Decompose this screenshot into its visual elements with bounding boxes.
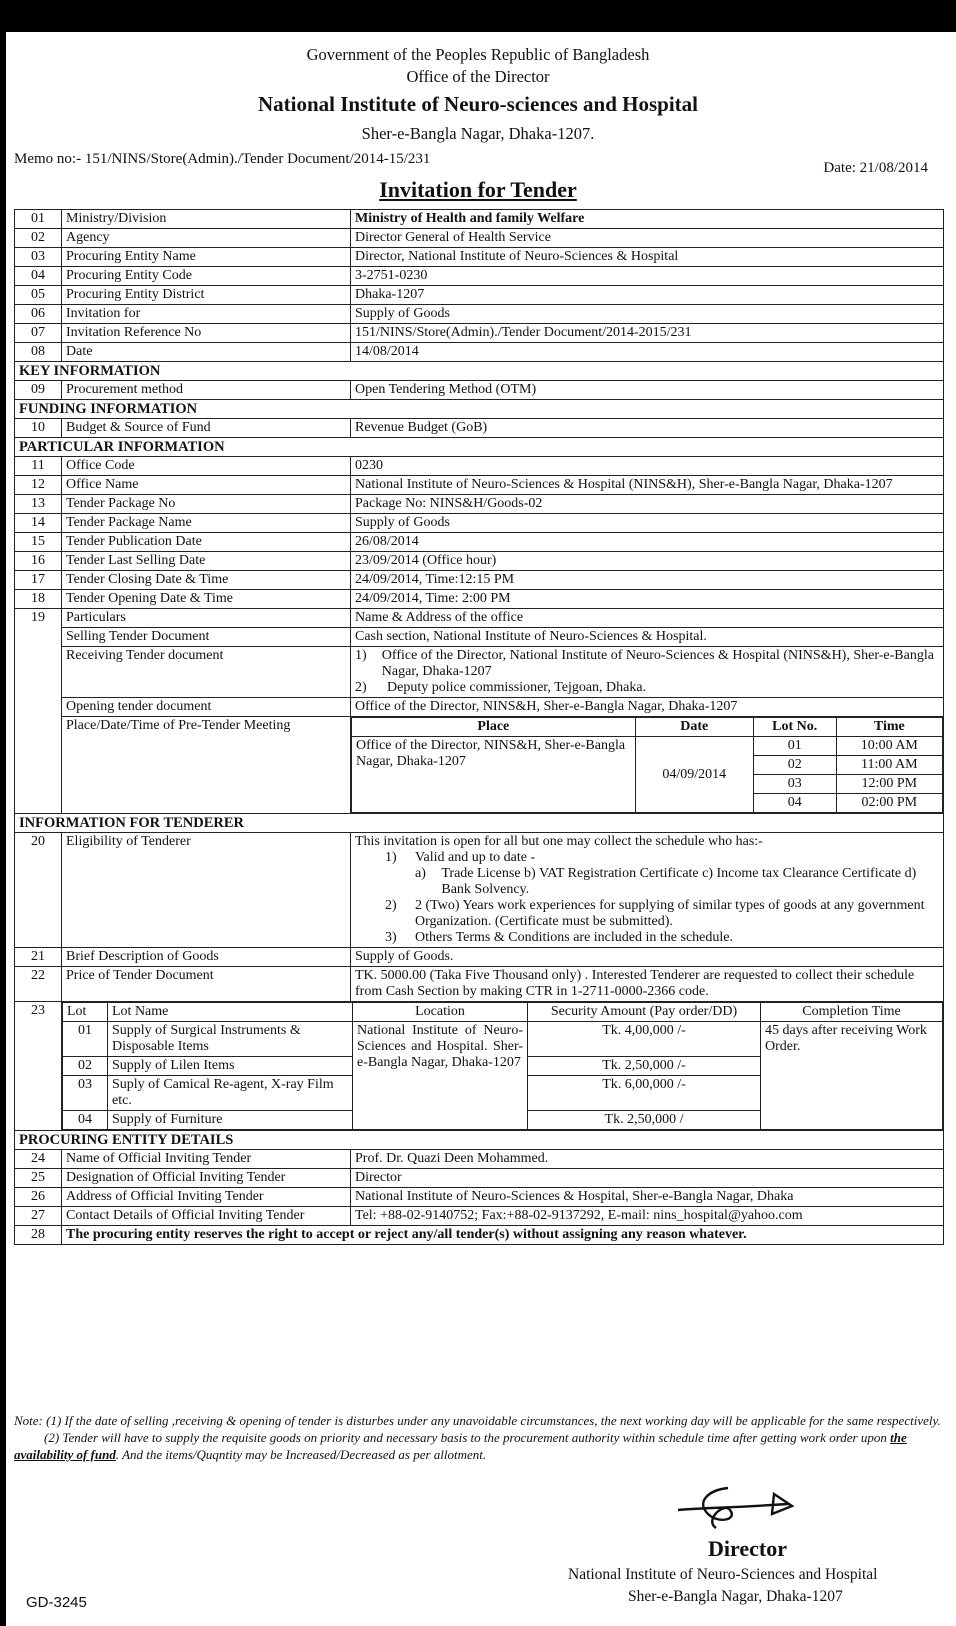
row-label: Tender Closing Date & Time	[62, 571, 351, 590]
row-number: 02	[15, 229, 62, 248]
table-row: 28 The procuring entity reserves the right to accept or reject any/all tender(s) without assigning any reason whatever.	[15, 1226, 944, 1245]
notice-date: Date: 21/08/2014	[823, 160, 928, 176]
header-government: Government of the Peoples Republic of Bangladesh	[306, 45, 650, 64]
meeting-time: 02:00 PM	[836, 794, 942, 813]
row-label: Agency	[62, 229, 351, 248]
row-number: 15	[15, 533, 62, 552]
notes	[14, 1412, 944, 1463]
signatory-address: Sher-e-Bangla Nagar, Dhaka-1207	[628, 1588, 843, 1605]
table-row	[15, 343, 944, 362]
row-value: 26/08/2014	[351, 533, 944, 552]
note-1: Note: (1) If the date of selling ,receiving & opening of tender is disturbes under any unavoidable circumstances, the next working day will be applicable for the same respectively.	[14, 1413, 941, 1428]
table-row	[15, 210, 944, 229]
completion-time: 45 days after receiving Work Order.	[761, 1022, 943, 1130]
table-row	[15, 533, 944, 552]
lot-name: Supply of Surgical Instruments & Disposable Items	[108, 1022, 353, 1057]
row-number: 06	[15, 305, 62, 324]
security-amount: Tk. 2,50,000 /-	[528, 1057, 761, 1076]
table-row	[15, 590, 944, 609]
lot-table: Lot Lot Name Location Security Amount (Pay order/DD) Completion Time 01 Supply of Surgical Instruments & Disposable Items National Institute of Neuro-Sciences and Hospital. Sher-e-Bangla Nagar, Dhaka-1207 Tk. 4,00,000 /- 45 days after receiving Work Order. 02 Supply of Lilen Items Tk. 2,50,000 /- 03 Suply of Camical Re-agent, X-ray Film etc. Tk. 6,00,000 /- 04 Supply of Furniture Tk. 2,50,000 /	[62, 1002, 943, 1130]
table-row	[15, 1169, 944, 1188]
row-number: 03	[15, 248, 62, 267]
row-value: National Institute of Neuro-Sciences & Hospital, Sher-e-Bangla Nagar, Dhaka	[351, 1188, 944, 1207]
eligibility-text: This invitation is open for all but one may collect the schedule who has:- 1) Valid and up to date - a) Trade License b) VAT Registration Certificate c) Income tax Clearance Certificate d) Bank Solvency. 2) 2 (Two) Years work experiences for supplying of similar types of goods at any government Organization. (Certificate must be submitted). 3) Others Terms & Conditions are included in the schedule.	[351, 833, 944, 948]
signatory-designation: Director	[708, 1536, 787, 1561]
row-number: 08	[15, 343, 62, 362]
table-row: 19 Particulars Name & Address of the office	[15, 609, 944, 628]
top-border	[0, 0, 956, 32]
row-label: Office Name	[62, 476, 351, 495]
meeting-time: 10:00 AM	[836, 737, 942, 756]
table-row	[15, 476, 944, 495]
section-particular-information: PARTICULAR INFORMATION	[15, 438, 944, 457]
meeting-date: 04/09/2014	[635, 737, 753, 813]
row-value: 0230	[351, 457, 944, 476]
row-value: Prof. Dr. Quazi Deen Mohammed.	[351, 1150, 944, 1169]
row-label: Procuring Entity District	[62, 286, 351, 305]
row-value: Package No: NINS&H/Goods-02	[351, 495, 944, 514]
lot-number: 03	[63, 1076, 108, 1111]
lot-number: 04	[63, 1111, 108, 1130]
table-row	[15, 495, 944, 514]
table-row	[63, 1022, 943, 1057]
table-row	[15, 514, 944, 533]
row-number: 12	[15, 476, 62, 495]
header-institute: National Institute of Neuro-sciences and Hospital	[257, 92, 699, 116]
table-row: 20 Eligibility of Tenderer This invitation is open for all but one may collect the schedule who has:- 1) Valid and up to date - a) Trade License b) VAT Registration Certificate c) Income tax Clearance Certificate d) Bank Solvency. 2) 2 (Two) Years work experiences for supplying of similar types of goods at any government Organization. (Certificate must be submitted). 3) Others Terms & Conditions are included in the schedule.	[15, 833, 944, 948]
row-label: Tender Publication Date	[62, 533, 351, 552]
row-label: Procuring Entity Name	[62, 248, 351, 267]
row-number: 18	[15, 590, 62, 609]
row-label: Tender Opening Date & Time	[62, 590, 351, 609]
row-value: Supply of Goods	[351, 305, 944, 324]
lot-number: 03	[753, 775, 836, 794]
section-key-information: KEY INFORMATION	[15, 362, 944, 381]
table-row	[15, 1150, 944, 1169]
table-row: Receiving Tender document 1) Office of the Director, National Institute of Neuro-Sciences & Hospital (NINS&H), Sher-e-Bangla Nagar, Dhaka-1207 2) Deputy police commissioner, Tejgoan, Dhaka.	[15, 647, 944, 698]
table-row: 23 Lot Lot Name Location Security Amount (Pay order/DD) Completion Time 01 Supply of Surgical Instruments & Disposable Items National Institute of Neuro-Sciences and Hospital. Sher-e-Bangla Nagar, Dhaka-1207 Tk. 4,00,000 /- 45 days after receiving Work Order. 02 Supply of Lilen Items Tk. 2,50,000 /- 03 Suply of Camical Re-agent, X-ray Film etc. Tk. 6,00,000 /- 04 Supply of Furniture Tk. 2,50,000 /	[15, 1002, 944, 1131]
row-label: Invitation for	[62, 305, 351, 324]
signatory-institute: National Institute of Neuro-Sciences and Hospital	[568, 1566, 878, 1583]
table-row	[15, 229, 944, 248]
meeting-time: 12:00 PM	[836, 775, 942, 794]
security-amount: Tk. 2,50,000 /	[528, 1111, 761, 1130]
row-number: 26	[15, 1188, 62, 1207]
lot-number: 02	[63, 1057, 108, 1076]
table-row	[15, 305, 944, 324]
table-row	[15, 267, 944, 286]
meeting-place: Office of the Director, NINS&H, Sher-e-Bangla Nagar, Dhaka-1207	[352, 737, 636, 813]
table-row: 22 Price of Tender Document TK. 5000.00 (Taka Five Thousand only) . Interested Tenderer are requested to collect their schedule from Cash Section by making CTR in 1-2711-0000-2366 code.	[15, 967, 944, 1002]
section-procuring-entity-details: PROCURING ENTITY DETAILS	[15, 1131, 944, 1150]
row-value: Ministry of Health and family Welfare	[351, 210, 944, 229]
page-title: Invitation for Tender	[379, 177, 577, 202]
lot-number: 02	[753, 756, 836, 775]
table-row	[15, 571, 944, 590]
row-value: 3-2751-0230	[351, 267, 944, 286]
row-label: Procuring Entity Code	[62, 267, 351, 286]
row-label: Date	[62, 343, 351, 362]
row-value: 24/09/2014, Time: 2:00 PM	[351, 590, 944, 609]
row-label: Invitation Reference No	[62, 324, 351, 343]
row-number: 17	[15, 571, 62, 590]
row-value: National Institute of Neuro-Sciences & Hospital (NINS&H), Sher-e-Bangla Nagar, Dhaka-1207	[351, 476, 944, 495]
table-row	[15, 552, 944, 571]
document-code: GD-3245	[26, 1594, 87, 1611]
note-2: (2) Tender will have to supply the requisite goods on priority and necessary basis to the procurement authority within schedule time after getting work order upon the availability of fund. And the items/Quqntity may be Increased/Decreased as per allotment.	[14, 1430, 907, 1462]
tender-table	[14, 209, 944, 1245]
row-number: 04	[15, 267, 62, 286]
row-value: Supply of Goods	[351, 514, 944, 533]
row-value: Director	[351, 1169, 944, 1188]
table-row: 10 Budget & Source of Fund Revenue Budget (GoB)	[15, 419, 944, 438]
row-number: 01	[15, 210, 62, 229]
table-row: Opening tender document Office of the Director, NINS&H, Sher-e-Bangla Nagar, Dhaka-1207	[15, 698, 944, 717]
header-office: Office of the Director	[406, 67, 550, 86]
row-label: Name of Official Inviting Tender	[62, 1150, 351, 1169]
row-number: 13	[15, 495, 62, 514]
memo-number: Memo no:- 151/NINS/Store(Admin)./Tender Document/2014-15/231	[14, 151, 431, 167]
row-number: 07	[15, 324, 62, 343]
table-row	[15, 457, 944, 476]
receiving-locations: 1) Office of the Director, National Institute of Neuro-Sciences & Hospital (NINS&H), Sher-e-Bangla Nagar, Dhaka-1207 2) Deputy police commissioner, Tejgoan, Dhaka.	[351, 647, 944, 698]
lot-number: 04	[753, 794, 836, 813]
lot-number: 01	[753, 737, 836, 756]
row-value: 23/09/2014 (Office hour)	[351, 552, 944, 571]
row-number: 05	[15, 286, 62, 305]
row-value: 14/08/2014	[351, 343, 944, 362]
row-number: 27	[15, 1207, 62, 1226]
row-value: Tel: +88-02-9140752; Fax:+88-02-9137292, E-mail: nins_hospital@yahoo.com	[351, 1207, 944, 1226]
row-number: 25	[15, 1169, 62, 1188]
table-row	[15, 1188, 944, 1207]
row-label: Office Code	[62, 457, 351, 476]
row-number: 16	[15, 552, 62, 571]
lot-location: National Institute of Neuro-Sciences and Hospital. Sher-e-Bangla Nagar, Dhaka-1207	[353, 1022, 528, 1130]
row-value: Dhaka-1207	[351, 286, 944, 305]
signature	[668, 1480, 808, 1532]
row-number: 14	[15, 514, 62, 533]
row-label: Tender Package Name	[62, 514, 351, 533]
meeting-time: 11:00 AM	[836, 756, 942, 775]
row-value: Director, National Institute of Neuro-Sciences & Hospital	[351, 248, 944, 267]
row-number: 24	[15, 1150, 62, 1169]
tender-notice-page	[8, 32, 948, 1626]
security-amount: Tk. 6,00,000 /-	[528, 1076, 761, 1111]
table-row	[15, 324, 944, 343]
lot-name: Suply of Camical Re-agent, X-ray Film etc.	[108, 1076, 353, 1111]
row-value: 24/09/2014, Time:12:15 PM	[351, 571, 944, 590]
table-row: Selling Tender Document Cash section, National Institute of Neuro-Sciences & Hospital.	[15, 628, 944, 647]
row-value: Director General of Health Service	[351, 229, 944, 248]
table-row: Place/Date/Time of Pre-Tender Meeting Place Date Lot No. Time Office of the Director, NINS&H, Sher-e-Bangla Nagar, Dhaka-1207 04/09/2014 01 10:00 AM 02 11:00 AM 03 12:00 PM 04 02:00 PM	[15, 717, 944, 814]
row-number: 11	[15, 457, 62, 476]
row-label: Contact Details of Official Inviting Tender	[62, 1207, 351, 1226]
row-label: Tender Last Selling Date	[62, 552, 351, 571]
row-label: Designation of Official Inviting Tender	[62, 1169, 351, 1188]
table-row	[15, 248, 944, 267]
table-row	[352, 737, 943, 756]
row-label: Address of Official Inviting Tender	[62, 1188, 351, 1207]
header-address: Sher-e-Bangla Nagar, Dhaka-1207.	[361, 124, 595, 143]
section-funding-information: FUNDING INFORMATION	[15, 400, 944, 419]
table-row	[15, 1207, 944, 1226]
lot-name: Supply of Furniture	[108, 1111, 353, 1130]
pre-tender-meeting-table: Place Date Lot No. Time Office of the Director, NINS&H, Sher-e-Bangla Nagar, Dhaka-1207 04/09/2014 01 10:00 AM 02 11:00 AM 03 12:00 PM 04 02:00 PM	[351, 717, 943, 813]
row-label: Tender Package No	[62, 495, 351, 514]
left-border	[0, 0, 6, 1626]
table-row: 21 Brief Description of Goods Supply of Goods.	[15, 948, 944, 967]
table-row	[15, 286, 944, 305]
security-amount: Tk. 4,00,000 /-	[528, 1022, 761, 1057]
table-row: 09 Procurement method Open Tendering Method (OTM)	[15, 381, 944, 400]
row-label: Ministry/Division	[62, 210, 351, 229]
lot-name: Supply of Lilen Items	[108, 1057, 353, 1076]
row-value: 151/NINS/Store(Admin)./Tender Document/2014-2015/231	[351, 324, 944, 343]
lot-number: 01	[63, 1022, 108, 1057]
section-information-for-tenderer: INFORMATION FOR TENDERER	[15, 814, 944, 833]
